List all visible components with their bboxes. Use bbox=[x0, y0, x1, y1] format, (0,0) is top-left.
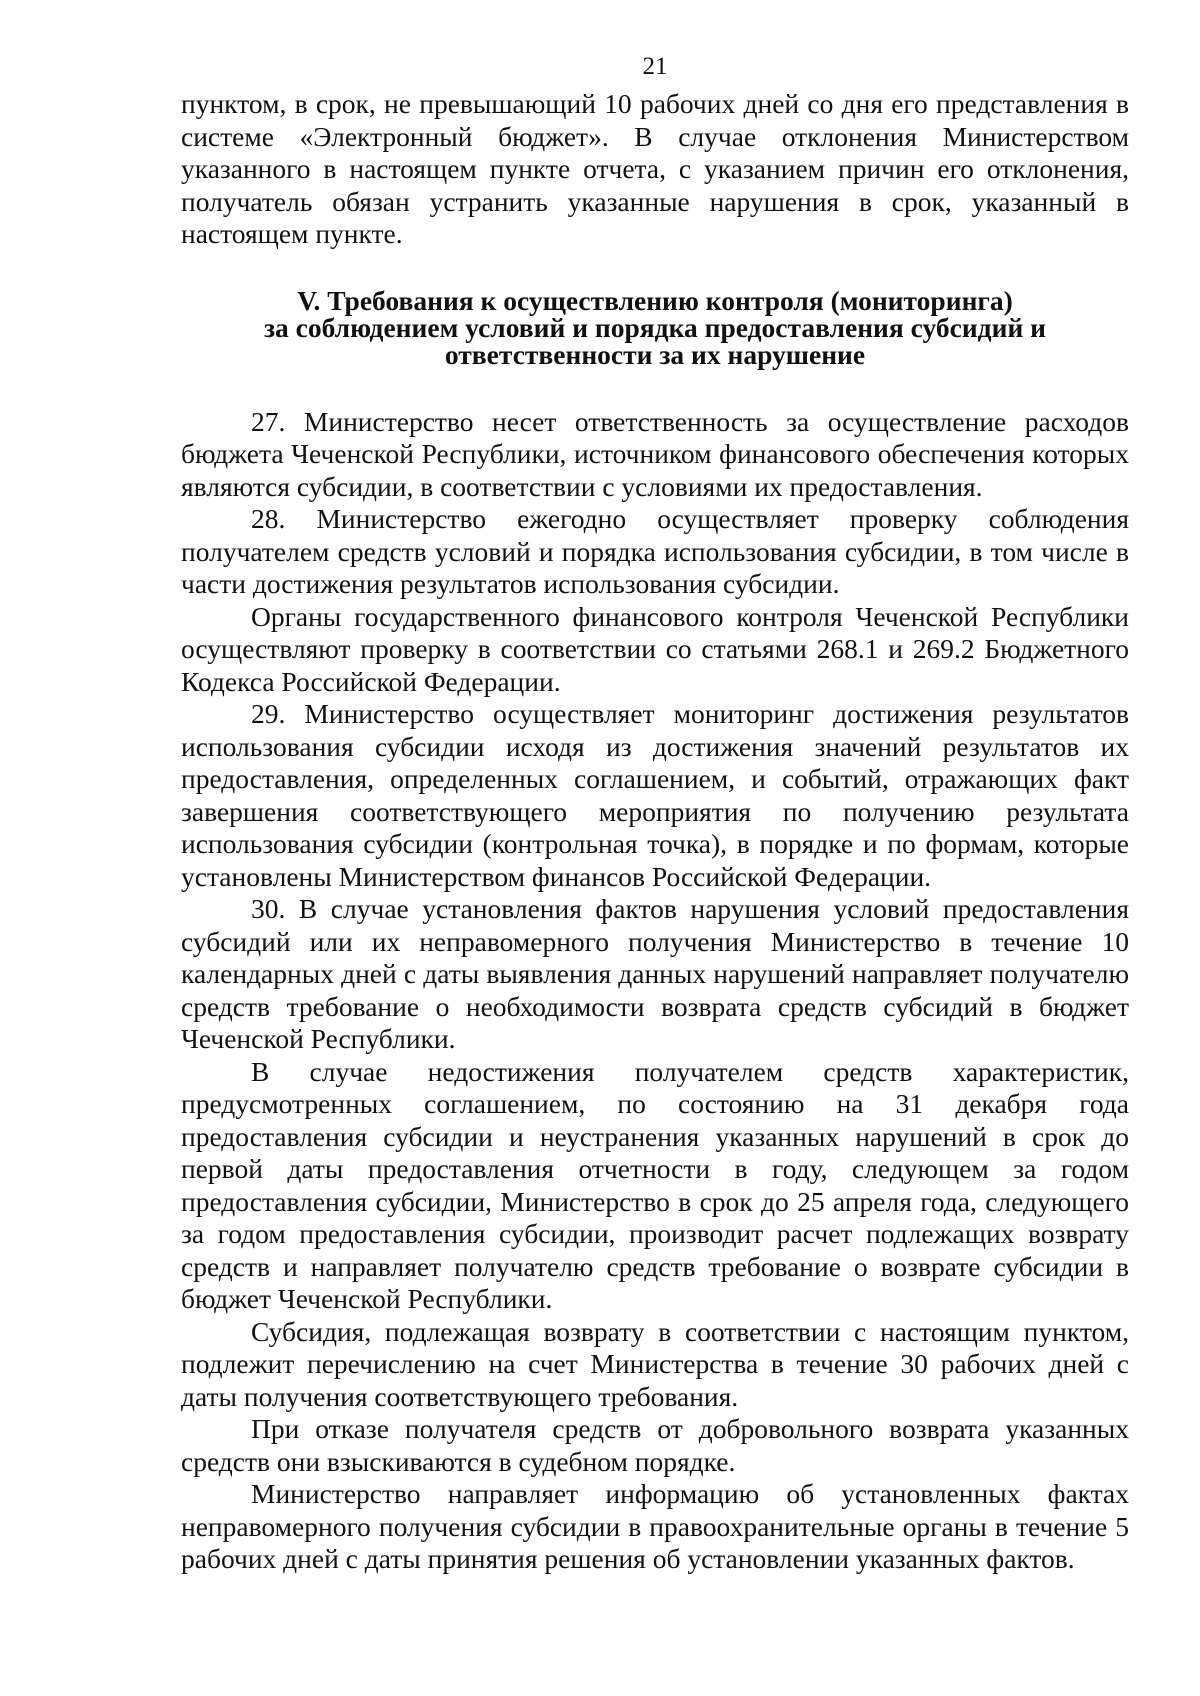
page-number: 21 bbox=[642, 53, 668, 80]
section-heading-line-1: V. Требования к осуществлению контроля (мониторинга) bbox=[297, 284, 1013, 316]
section-heading bbox=[181, 284, 1129, 370]
section-heading-line-2: за соблюдением условий и порядка предоставления субсидий и bbox=[263, 311, 1047, 343]
paragraph-28: 28. Министерство ежегодно осуществляет проверку соблюдения получателем средств условий и порядка использования субсидии, в том числе в части достижения результатов использования субсидии. bbox=[181, 503, 1129, 599]
paragraph-30: 30. В случае установления фактов нарушения условий предоставления субсидий или их неправомерного получения Министерство в течение 10 календарных дней с даты выявления данных нарушений направляет получателю средств требование о необходимости возврата средств субсидий в бюджет Чеченской Республики. bbox=[181, 893, 1129, 1054]
paragraph-30-court-recovery: При отказе получателя средств от добровольного возврата указанных средств они взыскиваются в судебном порядке. bbox=[181, 1413, 1129, 1477]
paragraph-27: 27. Министерство несет ответственность за осуществление расходов бюджета Чеченской Республики, источником финансового обеспечения которых являются субсидии, в соответствии с условиями их предоставления. bbox=[181, 405, 1129, 502]
document-page bbox=[181, 52, 1129, 1576]
intro-paragraph: пунктом, в срок, не превышающий 10 рабочих дней со дня его представления в системе «Электронный бюджет». В случае отклонения Министерством указанного в настоящем пункте отчета, с указанием причин его отклонения, получатель обязан устранить указанные нарушения в срок, указанный в настоящем пункте. bbox=[181, 88, 1129, 249]
paragraph-30-law-enforcement: Министерство направляет информацию об установленных фактах неправомерного получения субсидии в правоохранительные органы в течение 5 рабочих дней с даты принятия решения об установлении указанных фактов. bbox=[181, 1478, 1129, 1574]
paragraph-29: 29. Министерство осуществляет мониторинг достижения результатов использования субсидии исходя из достижения значений результатов их предоставления, определенных соглашением, и событий, отражающих факт завершения соответствующего мероприятия по получению результата использования субсидии (контрольная точка), в порядке и по формам, которые установлены Министерством финансов Российской Федерации. bbox=[181, 698, 1129, 892]
paragraph-30-refund-transfer: Субсидия, подлежащая возврату в соответствии с настоящим пунктом, подлежит перечислению на счет Министерства в течение 30 рабочих дней с даты получения соответствующего требования. bbox=[181, 1315, 1129, 1412]
section-heading-line-3: ответственности за их нарушение bbox=[444, 338, 866, 370]
paragraph-28-control-bodies: Органы государственного финансового контроля Чеченской Республики осуществляют проверку в соответствии со статьями 268.1 и 269.2 Бюджетного Кодекса Российской Федерации. bbox=[181, 600, 1129, 697]
paragraph-30-underachievement: В случае недостижения получателем средств характеристик, предусмотренных соглашением, по состоянию на 31 декабря года предоставления субсидии и неустранения указанных нарушений в срок до первой даты предоставления отчетности в году, следующем за годом предоставления субсидии, Министерство в срок до 25 апреля года, следующего за годом предоставления субсидии, производит расчет подлежащих возврату средств и направляет получателю средств требование о возврате субсидии в бюджет Чеченской Республики. bbox=[181, 1055, 1129, 1314]
